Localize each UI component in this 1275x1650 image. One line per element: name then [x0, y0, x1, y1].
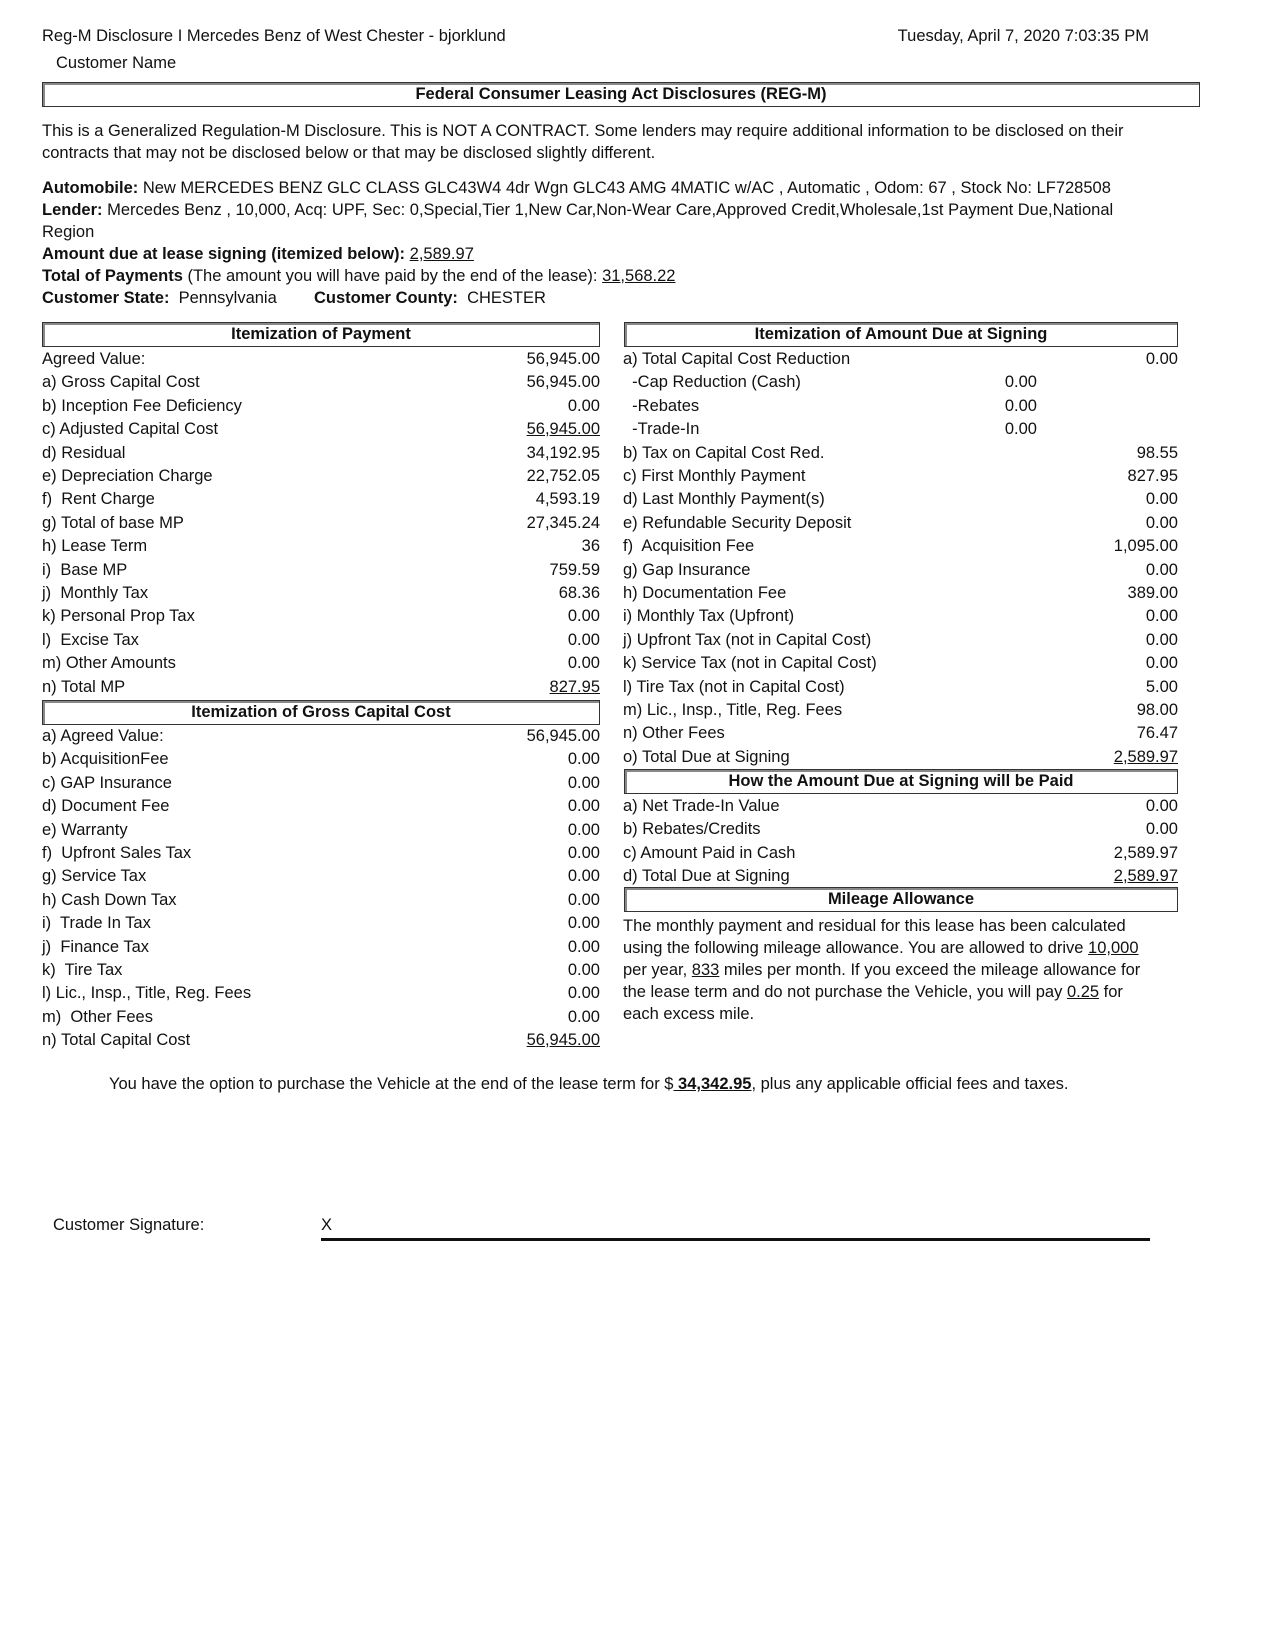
table-row [623, 371, 1178, 394]
total-payments-desc: (The amount you will have paid by the end of the lease): [187, 267, 598, 285]
row-value: 56,945.00 [526, 727, 600, 745]
row-subvalue: 0.00 [1004, 396, 1037, 415]
row-label: f) Upfront Sales Tax [42, 844, 192, 862]
automobile-value: New MERCEDES BENZ GLC CLASS GLC43W4 4dr Wgn GLC43 AMG 4MATIC w/AC , Automatic , Odom: 67 , Stock No: LF728508 [142, 179, 1111, 197]
row-value: 0.00 [1145, 513, 1178, 532]
customer-county-value: CHESTER [467, 289, 546, 307]
row-label: n) Total Capital Cost [42, 1031, 191, 1050]
table-row [623, 418, 1178, 441]
amount-due-value: 2,589.97 [409, 245, 474, 263]
table-row [42, 605, 600, 628]
row-label: h) Cash Down Tax [42, 890, 177, 909]
table-row [623, 605, 1178, 628]
row-value: 0.00 [1145, 607, 1178, 626]
table-row [42, 1029, 600, 1052]
mileage-line-5: each excess mile. [623, 1005, 755, 1023]
row-value: 76.47 [1136, 724, 1178, 743]
row-value: 36 [581, 537, 600, 556]
mileage-line-2: using the following mileage allowance. You are allowed to drive [623, 939, 1089, 957]
row-label: a) Total Capital Cost Reduction [623, 350, 851, 368]
miles-per-month: 833 [691, 961, 720, 979]
table-row [42, 442, 600, 465]
row-label: n) Total MP [42, 677, 126, 696]
miles-per-year: 10,000 [1088, 939, 1139, 957]
row-label: h) Lease Term [42, 537, 148, 556]
table-row [42, 512, 600, 535]
row-value: 0.00 [567, 867, 600, 886]
row-label: d) Document Fee [42, 797, 170, 816]
row-value: 389.00 [1127, 584, 1178, 602]
row-label: g) Total of base MP [42, 513, 184, 532]
row-value: 4,593.19 [535, 490, 600, 509]
row-value: 0.00 [567, 937, 600, 956]
table-row [42, 488, 600, 511]
table-row [623, 865, 1178, 888]
mileage-header: Mileage Allowance [624, 887, 1178, 912]
row-label: e) Warranty [42, 820, 128, 839]
row-label: d) Total Due at Signing [623, 867, 790, 886]
row-label: a) Net Trade-In Value [623, 797, 780, 815]
lender-label: Lender: [42, 201, 103, 219]
row-value: 2,589.97 [1113, 747, 1178, 766]
purchase-option-prefix: You have the option to purchase the Vehicle at the end of the lease term for $ [109, 1075, 674, 1093]
row-value: 759.59 [549, 560, 600, 579]
row-label: i) Base MP [42, 560, 128, 579]
itemization-payment-header: Itemization of Payment [42, 322, 600, 347]
table-row [42, 652, 600, 675]
row-label: b) Rebates/Credits [623, 820, 761, 839]
table-row [42, 819, 600, 842]
row-label: -Trade-In [623, 420, 700, 439]
excess-mile-rate: 0.25 [1066, 983, 1100, 1001]
row-value: 0.00 [567, 890, 600, 909]
total-payments-value: 31,568.22 [602, 267, 676, 285]
document-title: Federal Consumer Leasing Act Disclosures (REG-M) [42, 82, 1200, 107]
row-label: i) Monthly Tax (Upfront) [623, 607, 795, 626]
table-row [42, 842, 600, 865]
row-value: 1,095.00 [1113, 537, 1178, 556]
row-label: j) Monthly Tax [42, 584, 149, 602]
table-row [42, 725, 600, 748]
table-row [42, 535, 600, 558]
row-label: e) Depreciation Charge [42, 467, 213, 485]
lender-value: Mercedes Benz , 10,000, Acq: UPF, Sec: 0,Special,Tier 1,New Car,Non-Wear Care,Approved Credit,Wholesale,1st Payment Due,National [107, 201, 1114, 219]
row-value: 0.00 [1145, 560, 1178, 579]
row-value: 0.00 [567, 961, 600, 979]
row-value: 2,589.97 [1113, 843, 1178, 862]
mileage-line-4a: the lease term and do not purchase the Vehicle, you will pay [623, 983, 1067, 1001]
row-value: 56,945.00 [526, 350, 600, 368]
row-label: b) AcquisitionFee [42, 750, 169, 769]
table-row [623, 512, 1178, 535]
how-paid-header: How the Amount Due at Signing will be Paid [624, 769, 1178, 794]
row-label: c) Adjusted Capital Cost [42, 420, 219, 439]
row-label: a) Gross Capital Cost [42, 373, 200, 392]
table-row [42, 772, 600, 795]
row-label: o) Total Due at Signing [623, 747, 790, 766]
mileage-line-3a: per year, [623, 961, 692, 979]
table-row [42, 1006, 600, 1029]
table-row [42, 676, 600, 699]
table-row [623, 795, 1178, 818]
row-value: 0.00 [567, 844, 600, 862]
table-row [42, 795, 600, 818]
row-label: i) Trade In Tax [42, 914, 151, 933]
row-value: 68.36 [558, 584, 600, 602]
row-label: j) Upfront Tax (not in Capital Cost) [623, 630, 872, 649]
table-row [623, 676, 1178, 699]
purchase-option [109, 1075, 1069, 1094]
row-label: Agreed Value: [42, 350, 146, 368]
row-label: h) Documentation Fee [623, 584, 787, 602]
row-value: 0.00 [1145, 820, 1178, 839]
row-value: 27,345.24 [526, 513, 600, 532]
table-row [623, 348, 1178, 371]
table-row [42, 748, 600, 771]
itemization-due-header: Itemization of Amount Due at Signing [624, 322, 1178, 347]
row-label: e) Refundable Security Deposit [623, 513, 852, 532]
row-value: 2,589.97 [1113, 867, 1178, 886]
row-label: b) Tax on Capital Cost Red. [623, 443, 825, 462]
row-value: 0.00 [567, 1007, 600, 1026]
table-row [623, 746, 1178, 769]
table-row [42, 629, 600, 652]
row-value: 0.00 [567, 396, 600, 415]
row-label: c) GAP Insurance [42, 773, 172, 792]
table-row [623, 582, 1178, 605]
row-value: 98.55 [1136, 443, 1178, 462]
table-row [623, 722, 1178, 745]
row-value: 0.00 [1145, 490, 1178, 509]
row-label: f) Rent Charge [42, 490, 155, 509]
row-label: l) Lic., Insp., Title, Reg. Fees [42, 984, 252, 1003]
purchase-option-amount: 34,342.95 [673, 1075, 752, 1093]
table-row [42, 865, 600, 888]
table-row [623, 559, 1178, 582]
row-label: l) Tire Tax (not in Capital Cost) [623, 677, 845, 696]
table-row [623, 535, 1178, 558]
lender-value-cont: Region [42, 223, 95, 241]
row-label: c) Amount Paid in Cash [623, 843, 796, 862]
header-title: Reg-M Disclosure I Mercedes Benz of West Chester - bjorklund [42, 27, 506, 45]
signature-mark: X [321, 1216, 333, 1234]
row-value: 56,945.00 [526, 373, 600, 392]
table-row [623, 629, 1178, 652]
table-row [42, 582, 600, 605]
row-value: 0.00 [567, 654, 600, 673]
table-row [42, 936, 600, 959]
row-value: 98.00 [1136, 701, 1178, 719]
vehicle-info [42, 177, 1232, 309]
row-value: 56,945.00 [526, 420, 600, 439]
table-row [623, 465, 1178, 488]
row-label: a) Agreed Value: [42, 727, 164, 745]
table-row [42, 418, 600, 441]
amount-due-label: Amount due at lease signing (itemized below): [42, 245, 406, 263]
table-row [42, 959, 600, 982]
row-subvalue: 0.00 [1004, 420, 1037, 439]
row-value: 0.00 [567, 820, 600, 839]
row-value: 0.00 [1145, 350, 1178, 368]
header-datetime: Tuesday, April 7, 2020 7:03:35 PM [897, 27, 1149, 45]
customer-name: Customer Name [56, 54, 177, 72]
row-label: k) Personal Prop Tax [42, 607, 195, 626]
row-value: 22,752.05 [526, 467, 600, 485]
row-value: 827.95 [549, 677, 600, 696]
row-label: m) Lic., Insp., Title, Reg. Fees [623, 701, 843, 719]
row-label: l) Excise Tax [42, 630, 139, 649]
table-row [623, 699, 1178, 722]
table-row [623, 818, 1178, 841]
customer-state-label: Customer State: [42, 289, 170, 307]
row-label: k) Service Tax (not in Capital Cost) [623, 654, 877, 673]
row-value: 0.00 [567, 773, 600, 792]
row-value: 0.00 [567, 630, 600, 649]
row-label: -Cap Reduction (Cash) [623, 373, 801, 392]
row-label: j) Finance Tax [42, 937, 149, 956]
row-value: 0.00 [567, 750, 600, 769]
table-row [42, 912, 600, 935]
customer-state-value: Pennsylvania [178, 289, 277, 307]
table-row [42, 889, 600, 912]
table-row [42, 371, 600, 394]
row-value: 56,945.00 [526, 1031, 600, 1050]
table-row [623, 442, 1178, 465]
intro-line-1: This is a Generalized Regulation-M Disclosure. This is NOT A CONTRACT. Some lenders may require additional information to be disclosed on their [42, 122, 1124, 140]
row-label: m) Other Amounts [42, 654, 176, 673]
table-row [42, 559, 600, 582]
automobile-label: Automobile: [42, 179, 139, 197]
table-row [623, 488, 1178, 511]
row-label: k) Tire Tax [42, 961, 123, 979]
purchase-option-suffix: , plus any applicable official fees and taxes. [751, 1075, 1069, 1093]
table-row [623, 395, 1178, 418]
mileage-text [623, 915, 1203, 1025]
row-value: 0.00 [567, 914, 600, 933]
row-label: d) Last Monthly Payment(s) [623, 490, 825, 509]
signature-line[interactable] [321, 1238, 1150, 1241]
itemization-gross-header: Itemization of Gross Capital Cost [42, 700, 600, 725]
table-row [623, 652, 1178, 675]
table-row [42, 395, 600, 418]
mileage-line-3b: miles per month. If you exceed the mileage allowance for [719, 961, 1141, 979]
row-value: 5.00 [1145, 677, 1178, 696]
row-label: -Rebates [623, 396, 700, 415]
row-label: f) Acquisition Fee [623, 537, 755, 556]
customer-county-label: Customer County: [313, 289, 458, 307]
mileage-line-1: The monthly payment and residual for this lease has been calculated [623, 917, 1126, 935]
table-row [623, 842, 1178, 865]
row-label: g) Service Tax [42, 867, 147, 886]
row-label: g) Gap Insurance [623, 560, 751, 579]
mileage-line-4b: for [1099, 983, 1123, 1001]
intro-line-2: contracts that may not be disclosed below or that may be disclosed slightly different. [42, 144, 656, 162]
row-value: 0.00 [567, 797, 600, 816]
row-label: n) Other Fees [623, 724, 725, 743]
row-value: 0.00 [567, 607, 600, 626]
intro-text [42, 120, 1212, 164]
table-row [42, 982, 600, 1005]
row-label: m) Other Fees [42, 1007, 153, 1026]
total-payments-label: Total of Payments [42, 267, 183, 285]
row-value: 34,192.95 [526, 443, 600, 462]
table-row [42, 348, 600, 371]
table-row [42, 465, 600, 488]
row-label: c) First Monthly Payment [623, 467, 806, 485]
row-value: 0.00 [1145, 797, 1178, 815]
row-value: 0.00 [567, 984, 600, 1003]
row-label: d) Residual [42, 443, 126, 462]
signature-label: Customer Signature: [53, 1216, 205, 1234]
row-value: 0.00 [1145, 630, 1178, 649]
row-value: 827.95 [1127, 467, 1178, 485]
row-subvalue: 0.00 [1004, 373, 1037, 392]
row-label: b) Inception Fee Deficiency [42, 396, 242, 415]
row-value: 0.00 [1145, 654, 1178, 673]
